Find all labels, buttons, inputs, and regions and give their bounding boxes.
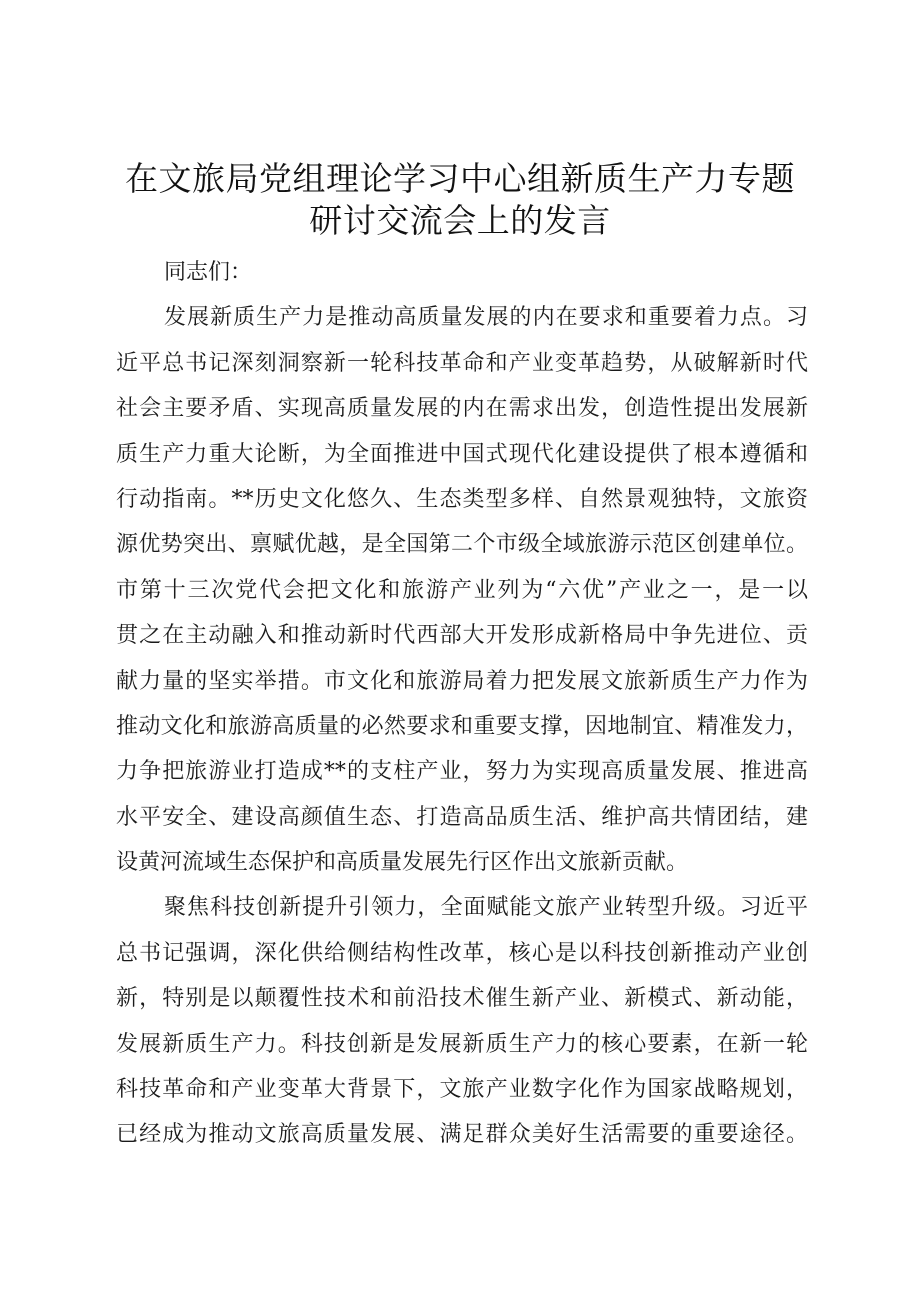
paragraph-line: 聚焦科技创新提升引领力，全面赋能文旅产业转型升级。习近平 [164,895,808,921]
paragraph-line: 行动指南。**历史文化悠久、生态类型多样、自然景观独特，文旅资 [116,486,808,512]
paragraph-line: 科技革命和产业变革大背景下，文旅产业数字化作为国家战略规划， [116,1077,808,1103]
title-line-2: 研讨交流会上的发言 [309,201,611,240]
document-title [100,158,820,242]
paragraph-line: 发展新质生产力。科技创新是发展新质生产力的核心要素，在新一轮 [116,1031,808,1057]
paragraph-line: 新，特别是以颠覆性技术和前沿技术催生新产业、新模式、新动能， [116,986,808,1012]
paragraph-line: 市第十三次党代会把文化和旅游产业列为“六优”产业之一，是一以 [116,577,808,603]
paragraph-2 [116,885,808,1157]
title-line-1: 在文旅局党组理论学习中心组新质生产力专题 [125,159,795,198]
paragraph-line: 社会主要矛盾、实现高质量发展的内在需求出发，创造性提出发展新 [116,396,808,422]
paragraph-1 [116,295,808,885]
paragraph-line: 设黄河流域生态保护和高质量发展先行区作出文旅新贡献。 [116,850,689,876]
paragraph-line: 推动文化和旅游高质量的必然要求和重要支撑，因地制宜、精准发力， [116,713,808,739]
paragraph-line: 发展新质生产力是推动高质量发展的内在要求和重要着力点。习 [164,305,808,331]
paragraph-line: 质生产力重大论断，为全面推进中国式现代化建设提供了根本遵循和 [116,441,808,467]
paragraph-line: 已经成为推动文旅高质量发展、满足群众美好生活需要的重要途径。 [116,1122,808,1148]
paragraph-line: 贯之在主动融入和推动新时代西部大开发形成新格局中争先进位、贡 [116,623,808,649]
paragraph-line: 近平总书记深刻洞察新一轮科技革命和产业变革趋势，从破解新时代 [116,350,808,376]
document-body [116,250,808,1158]
paragraph-line: 水平安全、建设高颜值生态、打造高品质生活、维护高共情团结，建 [116,804,808,830]
paragraph-line: 源优势突出、禀赋优越，是全国第二个市级全域旅游示范区创建单位。 [116,532,808,558]
paragraph-line: 力争把旅游业打造成**的支柱产业，努力为实现高质量发展、推进高 [116,759,808,785]
paragraph-line: 献力量的坚实举措。市文化和旅游局着力把发展文旅新质生产力作为 [116,668,808,694]
salutation: 同志们： [164,260,253,285]
paragraph-line: 总书记强调，深化供给侧结构性改革，核心是以科技创新推动产业创 [116,940,808,966]
